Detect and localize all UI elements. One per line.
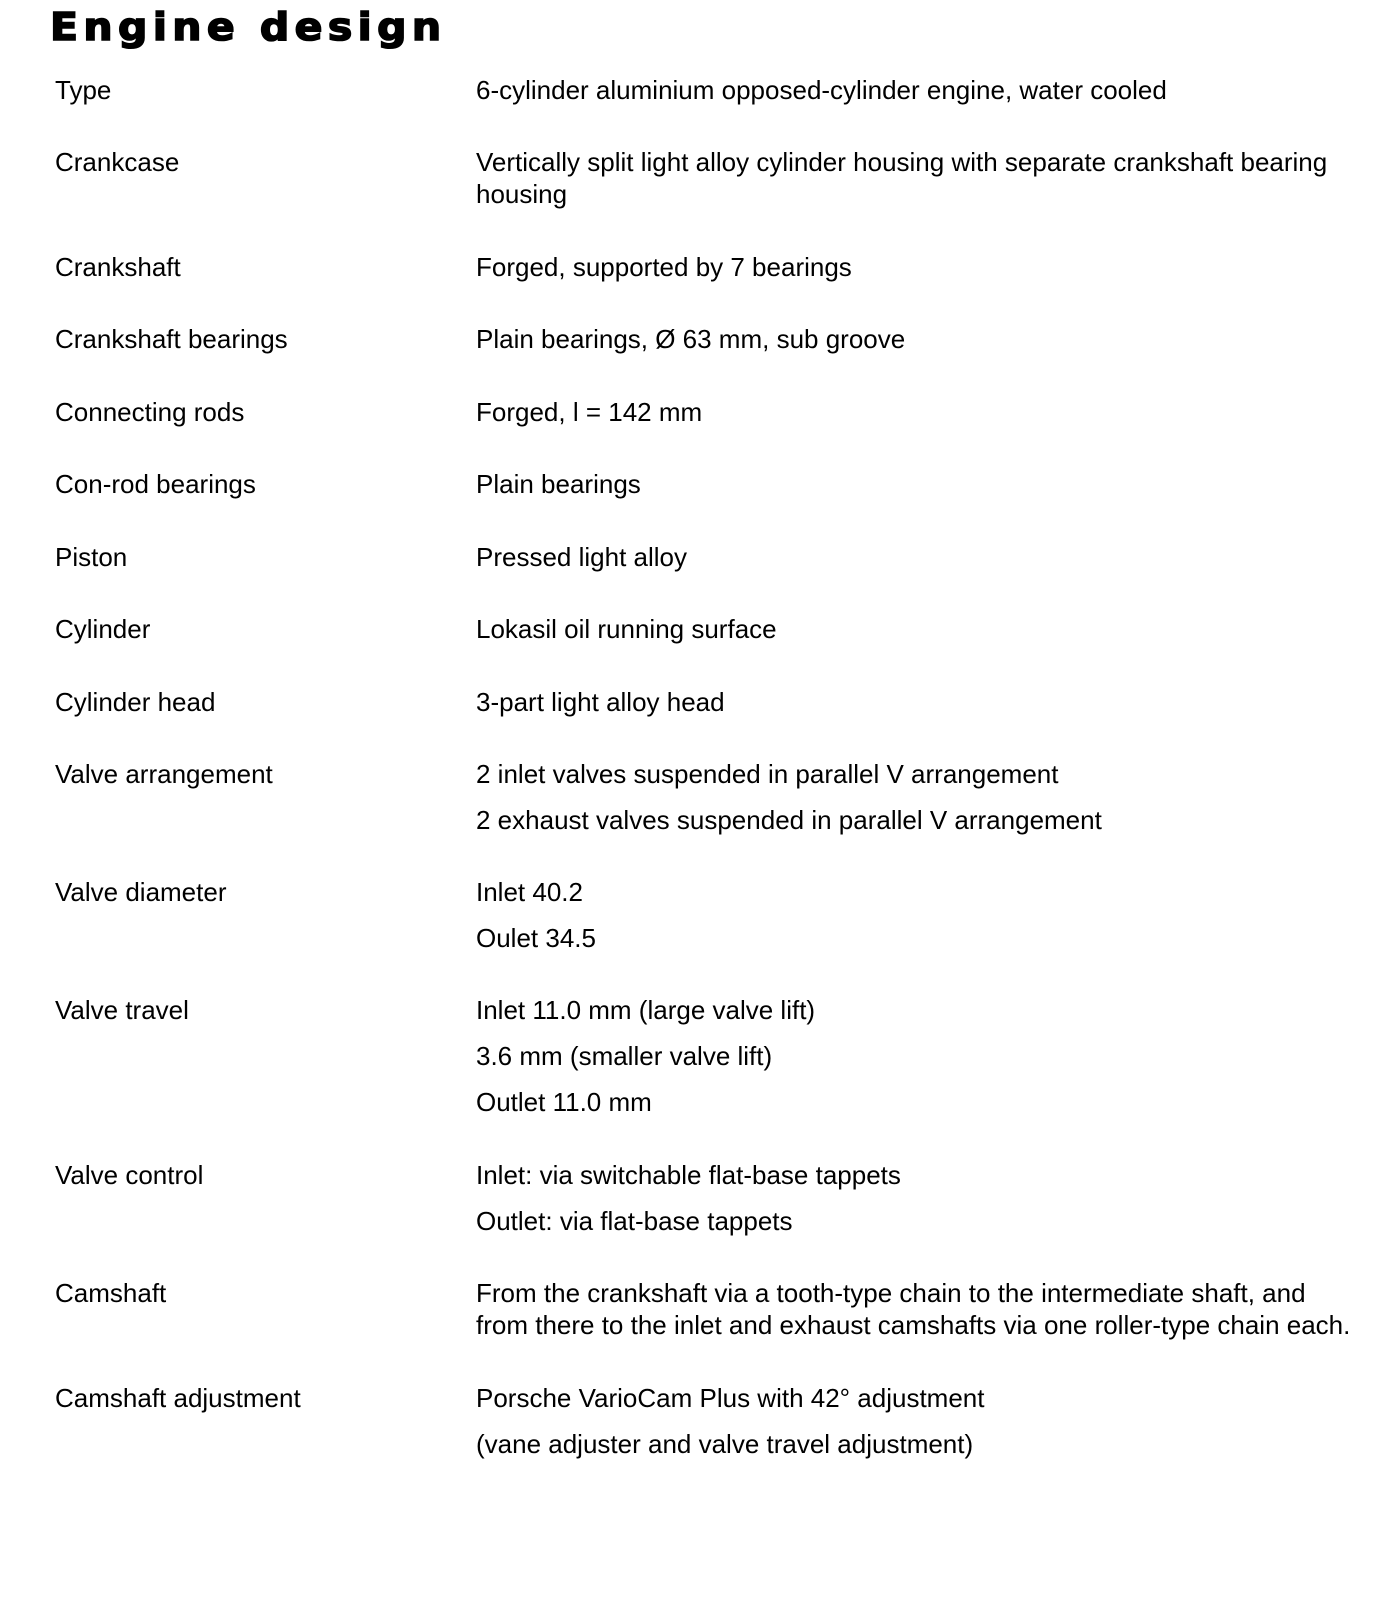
spec-values: [476, 323, 1355, 355]
spec-values: [476, 251, 1355, 283]
spec-row-cylinder-head: [55, 686, 1355, 718]
spec-values: [476, 613, 1355, 645]
engine-spec-table: [55, 74, 1355, 1460]
spec-values: [476, 1277, 1355, 1341]
spec-label: Type: [55, 75, 112, 105]
spec-value: Vertically split light alloy cylinder housing with separate crankshaft bearing housing: [476, 147, 1328, 209]
spec-row-camshaft: [55, 1277, 1355, 1341]
spec-values: [476, 758, 1355, 836]
spec-label: Connecting rods: [55, 397, 245, 427]
spec-row-type: [55, 74, 1355, 106]
spec-value: 2 inlet valves suspended in parallel V arrangement: [476, 759, 1059, 789]
spec-label: Con-rod bearings: [55, 469, 256, 499]
spec-value: Plain bearings, Ø 63 mm, sub groove: [476, 324, 906, 354]
spec-values: [476, 146, 1355, 210]
spec-label: Crankshaft bearings: [55, 324, 288, 354]
spec-value: Inlet 40.2: [476, 877, 583, 907]
spec-row-con-rod-bearings: [55, 468, 1355, 500]
spec-label: Piston: [55, 542, 128, 572]
spec-value: From the crankshaft via a tooth-type chain to the intermediate shaft, and from there to the inlet and exhaust camshafts via one roller-type chain each.: [476, 1278, 1351, 1340]
spec-value: Outlet: via flat-base tappets: [476, 1206, 793, 1236]
spec-value: Outlet 11.0 mm: [476, 1087, 652, 1117]
spec-value: Forged, supported by 7 bearings: [476, 252, 852, 282]
page-title: Engine design: [50, 5, 447, 49]
spec-label: Valve arrangement: [55, 759, 273, 789]
spec-label: Valve control: [55, 1160, 204, 1190]
spec-value: 3-part light alloy head: [476, 687, 725, 717]
spec-values: [476, 468, 1355, 500]
spec-values: [476, 396, 1355, 428]
spec-label: Camshaft adjustment: [55, 1383, 301, 1413]
spec-values: [476, 686, 1355, 718]
spec-row-valve-diameter: [55, 876, 1355, 954]
spec-values: [476, 1382, 1355, 1460]
spec-value: Forged, l = 142 mm: [476, 397, 703, 427]
spec-row-valve-travel: [55, 994, 1355, 1118]
spec-value: Plain bearings: [476, 469, 641, 499]
spec-label: Valve travel: [55, 995, 189, 1025]
spec-row-crankcase: [55, 146, 1355, 210]
spec-values: [476, 541, 1355, 573]
spec-value: 2 exhaust valves suspended in parallel V arrangement: [476, 805, 1102, 835]
spec-label: Cylinder: [55, 614, 151, 644]
spec-row-connecting-rods: [55, 396, 1355, 428]
spec-label: Crankshaft: [55, 252, 181, 282]
spec-values: [476, 876, 1355, 954]
spec-row-crankshaft-bearings: [55, 323, 1355, 355]
spec-row-valve-control: [55, 1159, 1355, 1237]
spec-label: Valve diameter: [55, 877, 227, 907]
spec-row-camshaft-adjustment: [55, 1382, 1355, 1460]
spec-values: [476, 994, 1355, 1118]
spec-values: [476, 1159, 1355, 1237]
spec-label: Crankcase: [55, 147, 180, 177]
spec-row-valve-arrangement: [55, 758, 1355, 836]
spec-value: 6-cylinder aluminium opposed-cylinder engine, water cooled: [476, 75, 1167, 105]
spec-row-crankshaft: [55, 251, 1355, 283]
spec-label: Cylinder head: [55, 687, 216, 717]
spec-value: Lokasil oil running surface: [476, 614, 777, 644]
spec-value: Pressed light alloy: [476, 542, 687, 572]
spec-value: Oulet 34.5: [476, 923, 596, 953]
spec-value: (vane adjuster and valve travel adjustment): [476, 1429, 974, 1459]
spec-row-piston: [55, 541, 1355, 573]
spec-value: Inlet: via switchable flat-base tappets: [476, 1160, 901, 1190]
spec-row-cylinder: [55, 613, 1355, 645]
spec-label: Camshaft: [55, 1278, 167, 1308]
spec-value: Porsche VarioCam Plus with 42° adjustment: [476, 1383, 985, 1413]
spec-value: 3.6 mm (smaller valve lift): [476, 1041, 773, 1071]
spec-values: [476, 74, 1355, 106]
spec-value: Inlet 11.0 mm (large valve lift): [476, 995, 816, 1025]
